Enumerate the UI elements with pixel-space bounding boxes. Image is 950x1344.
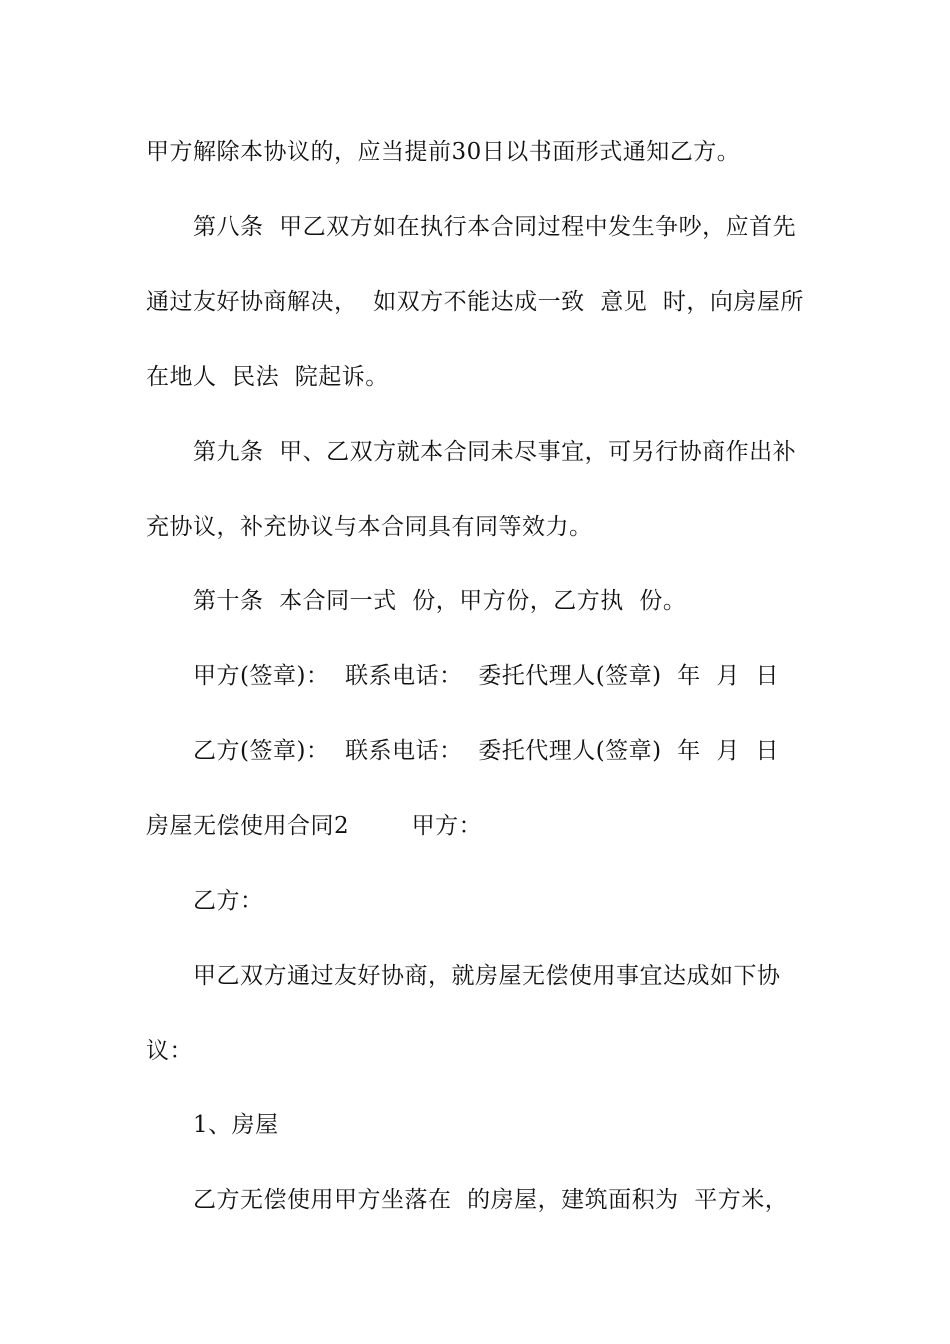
section-heading: 1、房屋 (193, 1112, 279, 1138)
paragraph-line: 通过友好协商解决， 如双方不能达成一致 意见 时，向房屋所 (146, 289, 804, 315)
paragraph-line: 第八条 甲乙双方如在执行本合同过程中发生争吵，应首先 (193, 214, 797, 240)
paragraph-line: 第十条 本合同一式 份，甲方份，乙方执 份。 (193, 588, 687, 614)
paragraph-line: 甲乙双方通过友好协商，就房屋无偿使用事宜达成如下协 (193, 963, 781, 989)
paragraph-line: 充协议，补充协议与本合同具有同等效力。 (146, 514, 593, 540)
signature-line-party-a: 甲方(签章)： 联系电话： 委托代理人(签章) 年 月 日 (193, 663, 780, 689)
paragraph-line: 第九条 甲、乙双方就本合同未尽事宜，可另行协商作出补 (193, 439, 797, 465)
signature-line-party-b: 乙方(签章)： 联系电话： 委托代理人(签章) 年 月 日 (193, 738, 780, 764)
paragraph-line: 议： (146, 1038, 193, 1064)
paragraph-line: 在地人 民法 院起诉。 (146, 364, 389, 390)
paragraph-line: 乙方： (193, 888, 264, 914)
contract-heading: 房屋无偿使用合同2 甲方： (146, 813, 483, 839)
paragraph-line: 甲方解除本协议的，应当提前30日以书面形式通知乙方。 (146, 139, 741, 165)
paragraph-line: 乙方无偿使用甲方坐落在 的房屋，建筑面积为 平方米， (193, 1187, 789, 1213)
